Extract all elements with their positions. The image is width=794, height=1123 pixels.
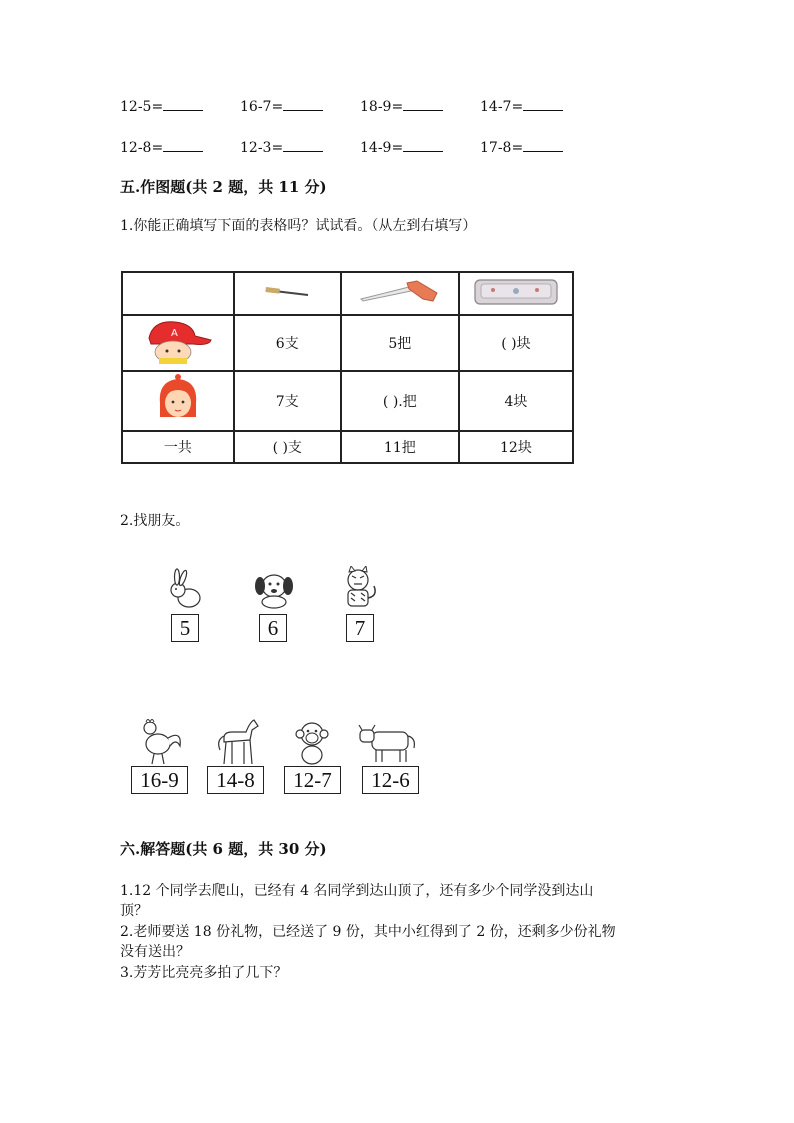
- answer-blank[interactable]: [523, 139, 563, 152]
- girl-icon: [154, 373, 202, 425]
- horse-icon: [214, 716, 262, 766]
- arith-1-2: 16-7=: [240, 98, 323, 115]
- tiger-card[interactable]: [338, 566, 380, 610]
- cell-girl-pens: 7支: [234, 371, 341, 431]
- section-5-title: 五.作图题(共 2 题，共 11 分): [120, 178, 327, 196]
- arith-1-1: 12-5=: [120, 98, 203, 115]
- pencil-box-icon: [473, 276, 559, 308]
- monkey-icon: [290, 718, 334, 766]
- dog-icon: [252, 568, 296, 610]
- cell-total-pens[interactable]: ( )支: [234, 431, 341, 463]
- answer-blank[interactable]: [283, 98, 323, 111]
- question-5-2: 2.找朋友。: [120, 513, 190, 529]
- girl-cell: [122, 371, 234, 431]
- boy-with-cap-icon: [143, 318, 213, 364]
- rooster-icon: [136, 716, 186, 766]
- tiger-cat-icon: [338, 566, 380, 610]
- cell-total-boxes: 12块: [459, 431, 573, 463]
- section-6-title: 六.解答题(共 6 题，共 30 分): [120, 840, 327, 858]
- cell-total-knives: 11把: [341, 431, 459, 463]
- boy-cell: [122, 315, 234, 371]
- number-box-7: 7: [346, 614, 374, 642]
- pencilbox-cell: [459, 272, 573, 315]
- question-6-1-line2: 顶？: [120, 903, 148, 919]
- monkey-card[interactable]: [290, 718, 334, 766]
- cell-boy-pens: 6支: [234, 315, 341, 371]
- fill-table: [121, 271, 574, 464]
- horse-card[interactable]: [214, 716, 262, 766]
- question-6-2-line1: 2.老师要送 18 份礼物，已经送了 9 份，其中小红得到了 2 份，还剩多少份礼物: [120, 924, 616, 940]
- knife-cell: [341, 272, 459, 315]
- question-6-1-line1: 1.12 个同学去爬山，已经有 4 名同学到达山顶了，还有多少个同学没到达山: [120, 883, 594, 899]
- arith-2-4: 17-8=: [480, 139, 563, 156]
- answer-blank[interactable]: [163, 98, 203, 111]
- corner-cell: [122, 272, 234, 315]
- cell-girl-knives[interactable]: ( ).把: [341, 371, 459, 431]
- pen-cell: [234, 272, 341, 315]
- cell-girl-boxes: 4块: [459, 371, 573, 431]
- folding-knife-icon: [357, 277, 443, 307]
- svg-text:A: A: [170, 328, 178, 339]
- cow-icon: [356, 722, 418, 764]
- rooster-card[interactable]: [136, 716, 186, 766]
- pen-icon: [262, 282, 312, 302]
- expression-box-12-6: 12-6: [362, 766, 419, 794]
- answer-blank[interactable]: [403, 139, 443, 152]
- answer-blank[interactable]: [283, 139, 323, 152]
- expression-box-12-7: 12-7: [284, 766, 341, 794]
- arith-2-1: 12-8=: [120, 139, 203, 156]
- number-box-6: 6: [259, 614, 287, 642]
- question-6-3: 3.芳芳比亮亮多拍了几下？: [120, 965, 288, 981]
- total-label: 一共: [122, 431, 234, 463]
- question-5-1: 1.你能正确填写下面的表格吗？试试看。（从左到右填写）: [120, 218, 477, 234]
- expression-box-16-9: 16-9: [131, 766, 188, 794]
- dog-card[interactable]: [252, 568, 296, 610]
- cell-boy-boxes[interactable]: ( )块: [459, 315, 573, 371]
- cell-boy-knives: 5把: [341, 315, 459, 371]
- arith-2-3: 14-9=: [360, 139, 443, 156]
- rabbit-icon: [165, 568, 205, 610]
- arith-1-3: 18-9=: [360, 98, 443, 115]
- expression-box-14-8: 14-8: [207, 766, 264, 794]
- answer-blank[interactable]: [403, 98, 443, 111]
- question-6-2-line2: 没有送出？: [120, 944, 190, 960]
- answer-blank[interactable]: [523, 98, 563, 111]
- answer-blank[interactable]: [163, 139, 203, 152]
- number-box-5: 5: [171, 614, 199, 642]
- rabbit-card[interactable]: [165, 568, 205, 610]
- cow-card[interactable]: [356, 722, 418, 764]
- arith-2-2: 12-3=: [240, 139, 323, 156]
- arith-1-4: 14-7=: [480, 98, 563, 115]
